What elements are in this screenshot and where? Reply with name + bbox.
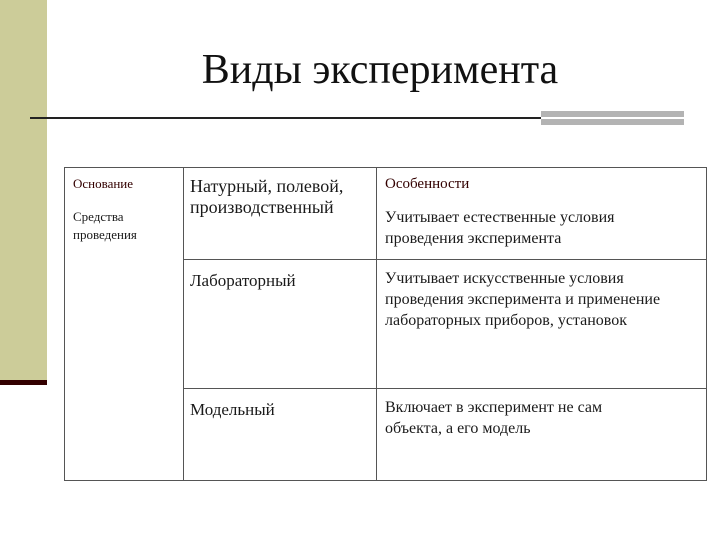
feature-cell (377, 389, 707, 481)
feature-cell (377, 260, 707, 389)
type-label: Натурный, полевой, производственный (190, 176, 344, 217)
feature-text: Учитывает искусственные условия проведения эксперимента и применение лабораторных приборов, установок (385, 270, 661, 329)
title-divider-accent-gap (541, 117, 684, 119)
type-cell (184, 260, 377, 389)
experiment-types-table (64, 167, 707, 481)
table-row (65, 168, 707, 260)
type-cell (184, 389, 377, 481)
feature-text: Учитывает естественные условия проведения эксперимента (385, 209, 615, 247)
features-header: Особенности (385, 176, 470, 192)
type-label: Лабораторный (190, 271, 296, 290)
side-accent-bar-underline (0, 380, 47, 385)
basis-cell (65, 168, 184, 481)
feature-cell (377, 168, 707, 260)
side-accent-bar (0, 0, 47, 384)
title-divider (30, 117, 542, 119)
type-label: Модельный (190, 400, 275, 419)
slide-title: Виды эксперимента (201, 47, 559, 93)
feature-text: Включает в эксперимент не сам объекта, а его модель (385, 399, 603, 437)
means-label: Средства проведения (73, 209, 137, 242)
basis-label: Основание (73, 176, 134, 191)
type-cell (184, 168, 377, 260)
